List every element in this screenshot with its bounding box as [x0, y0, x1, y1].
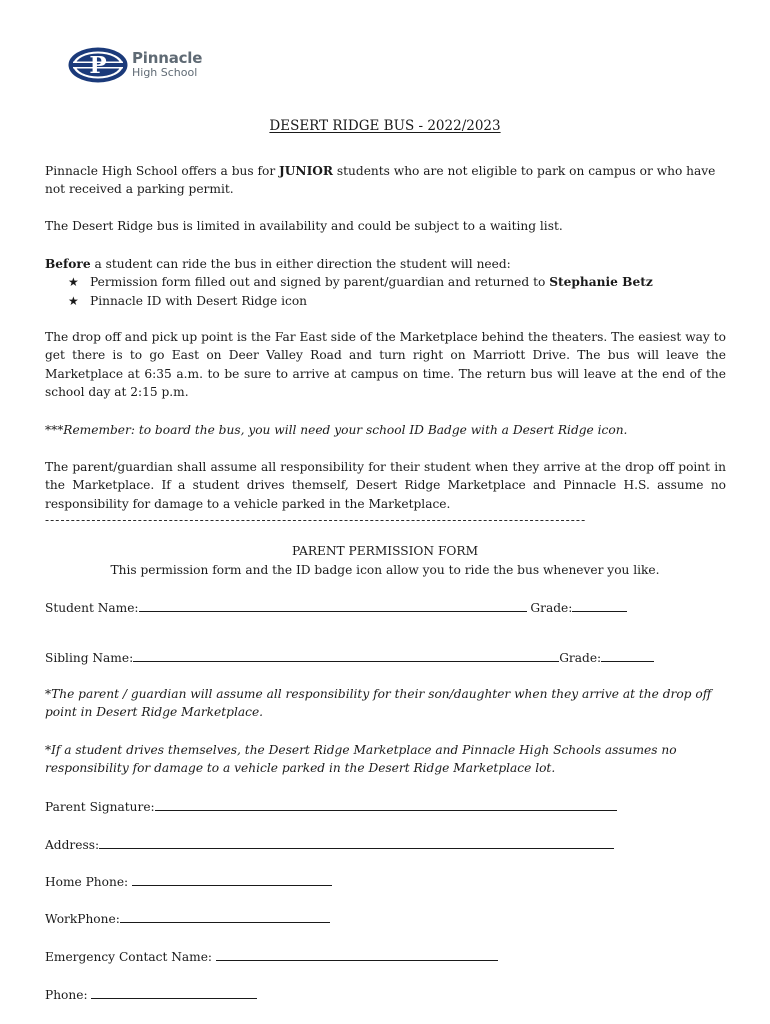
requirements-lead — [45, 255, 726, 273]
sibling-grade-field[interactable] — [601, 648, 654, 662]
parent-signature-label: Parent Signature: — [45, 800, 155, 814]
emergency-contact-label: Emergency Contact Name: — [45, 950, 213, 964]
phone-label: Phone: — [45, 988, 88, 1002]
home-phone-field[interactable] — [132, 872, 332, 886]
phone-row — [45, 985, 257, 1004]
intro-paragraph — [45, 162, 726, 199]
phone-field[interactable] — [91, 985, 257, 999]
address-label: Address: — [45, 838, 100, 852]
sibling-name-label: Sibling Name: — [45, 651, 134, 665]
parent-signature-field[interactable] — [155, 797, 617, 811]
requirement-item-text: Permission form filled out and signed by parent/guardian and returned to — [90, 275, 550, 290]
logo-school-subtitle: High School — [132, 66, 198, 79]
student-name-label: Student Name: — [45, 601, 139, 615]
responsibility-paragraph: The parent/guardian shall assume all responsibility for their student when they arrive at the drop off point in the Marketplace. If a student drives themself, Desert Ridge Marketplace and Pinnacle H.S. assume no responsibility for damage to a vehicle parked in the Marketplace. — [45, 460, 726, 511]
school-logo — [67, 45, 207, 85]
logo-letter: P — [89, 52, 107, 79]
intro-text-end: students who are not eligible to park on campus or who have not received a parking permit. — [45, 164, 716, 197]
work-phone-row — [45, 909, 330, 928]
section-separator: --------------------------------------------------------------------------------------------------------- — [45, 513, 587, 527]
requirements-lead-bold: Before — [45, 257, 91, 271]
sibling-grade-label: Grade: — [559, 651, 602, 665]
student-grade-field[interactable] — [572, 598, 627, 612]
school-logo-emblem — [67, 45, 129, 85]
home-phone-row — [45, 872, 332, 891]
requirements-list — [45, 273, 726, 310]
dropoff-paragraph: The drop off and pick up point is the Far East side of the Marketplace behind the theaters. The easiest way to get there is to go East on Deer Valley Road and turn right on Marriott Drive. The bus will leave the Marketplace at 6:35 a.m. to be sure to arrive at campus on time. The return bus will leave at the end of the school day at 2:15 p.m. — [45, 330, 726, 399]
work-phone-label: WorkPhone: — [45, 912, 120, 926]
home-phone-label: Home Phone: — [45, 875, 129, 889]
form-heading: PARENT PERMISSION FORM — [291, 544, 479, 558]
availability-paragraph: The Desert Ridge bus is limited in availability and could be subject to a waiting list. — [45, 219, 563, 233]
emergency-contact-row — [45, 947, 498, 966]
address-field[interactable] — [99, 835, 614, 849]
work-phone-field[interactable] — [120, 909, 330, 923]
address-row — [45, 835, 614, 854]
requirement-item — [68, 273, 726, 291]
student-name-field[interactable] — [139, 598, 527, 612]
parent-signature-row — [45, 797, 617, 816]
intro-text-start: Pinnacle High School offers a bus for — [45, 164, 280, 178]
parent-responsibility-note: *The parent / guardian will assume all responsibility for their son/daughter when they arrive at the drop off point in Desert Ridge Marketplace. — [45, 687, 712, 720]
logo-school-name: Pinnacle — [132, 49, 203, 67]
student-grade-label: Grade: — [530, 601, 573, 615]
document-title: DESERT RIDGE BUS - 2022/2023 — [269, 118, 501, 134]
intro-junior-emphasis: JUNIOR — [279, 164, 334, 178]
vehicle-responsibility-note: *If a student drives themselves, the Desert Ridge Marketplace and Pinnacle High Schools assumes no responsibility for damage to a vehicle parked in the Desert Ridge Marketplace lot. — [45, 743, 677, 776]
emergency-contact-field[interactable] — [216, 947, 498, 961]
sibling-name-row — [45, 648, 654, 667]
sibling-name-field[interactable] — [133, 648, 559, 662]
requirements-section — [45, 255, 726, 310]
form-subheading: This permission form and the ID badge icon allow you to ride the bus whenever you like. — [110, 563, 660, 577]
requirements-lead-text: a student can ride the bus in either direction the student will need: — [90, 257, 511, 271]
remember-note: ***Remember: to board the bus, you will need your school ID Badge with a Desert Ridge icon. — [45, 423, 628, 437]
requirement-contact-name: Stephanie Betz — [549, 275, 653, 290]
requirement-item: ★ Pinnacle ID with Desert Ridge icon — [68, 292, 726, 310]
student-name-row — [45, 598, 627, 617]
